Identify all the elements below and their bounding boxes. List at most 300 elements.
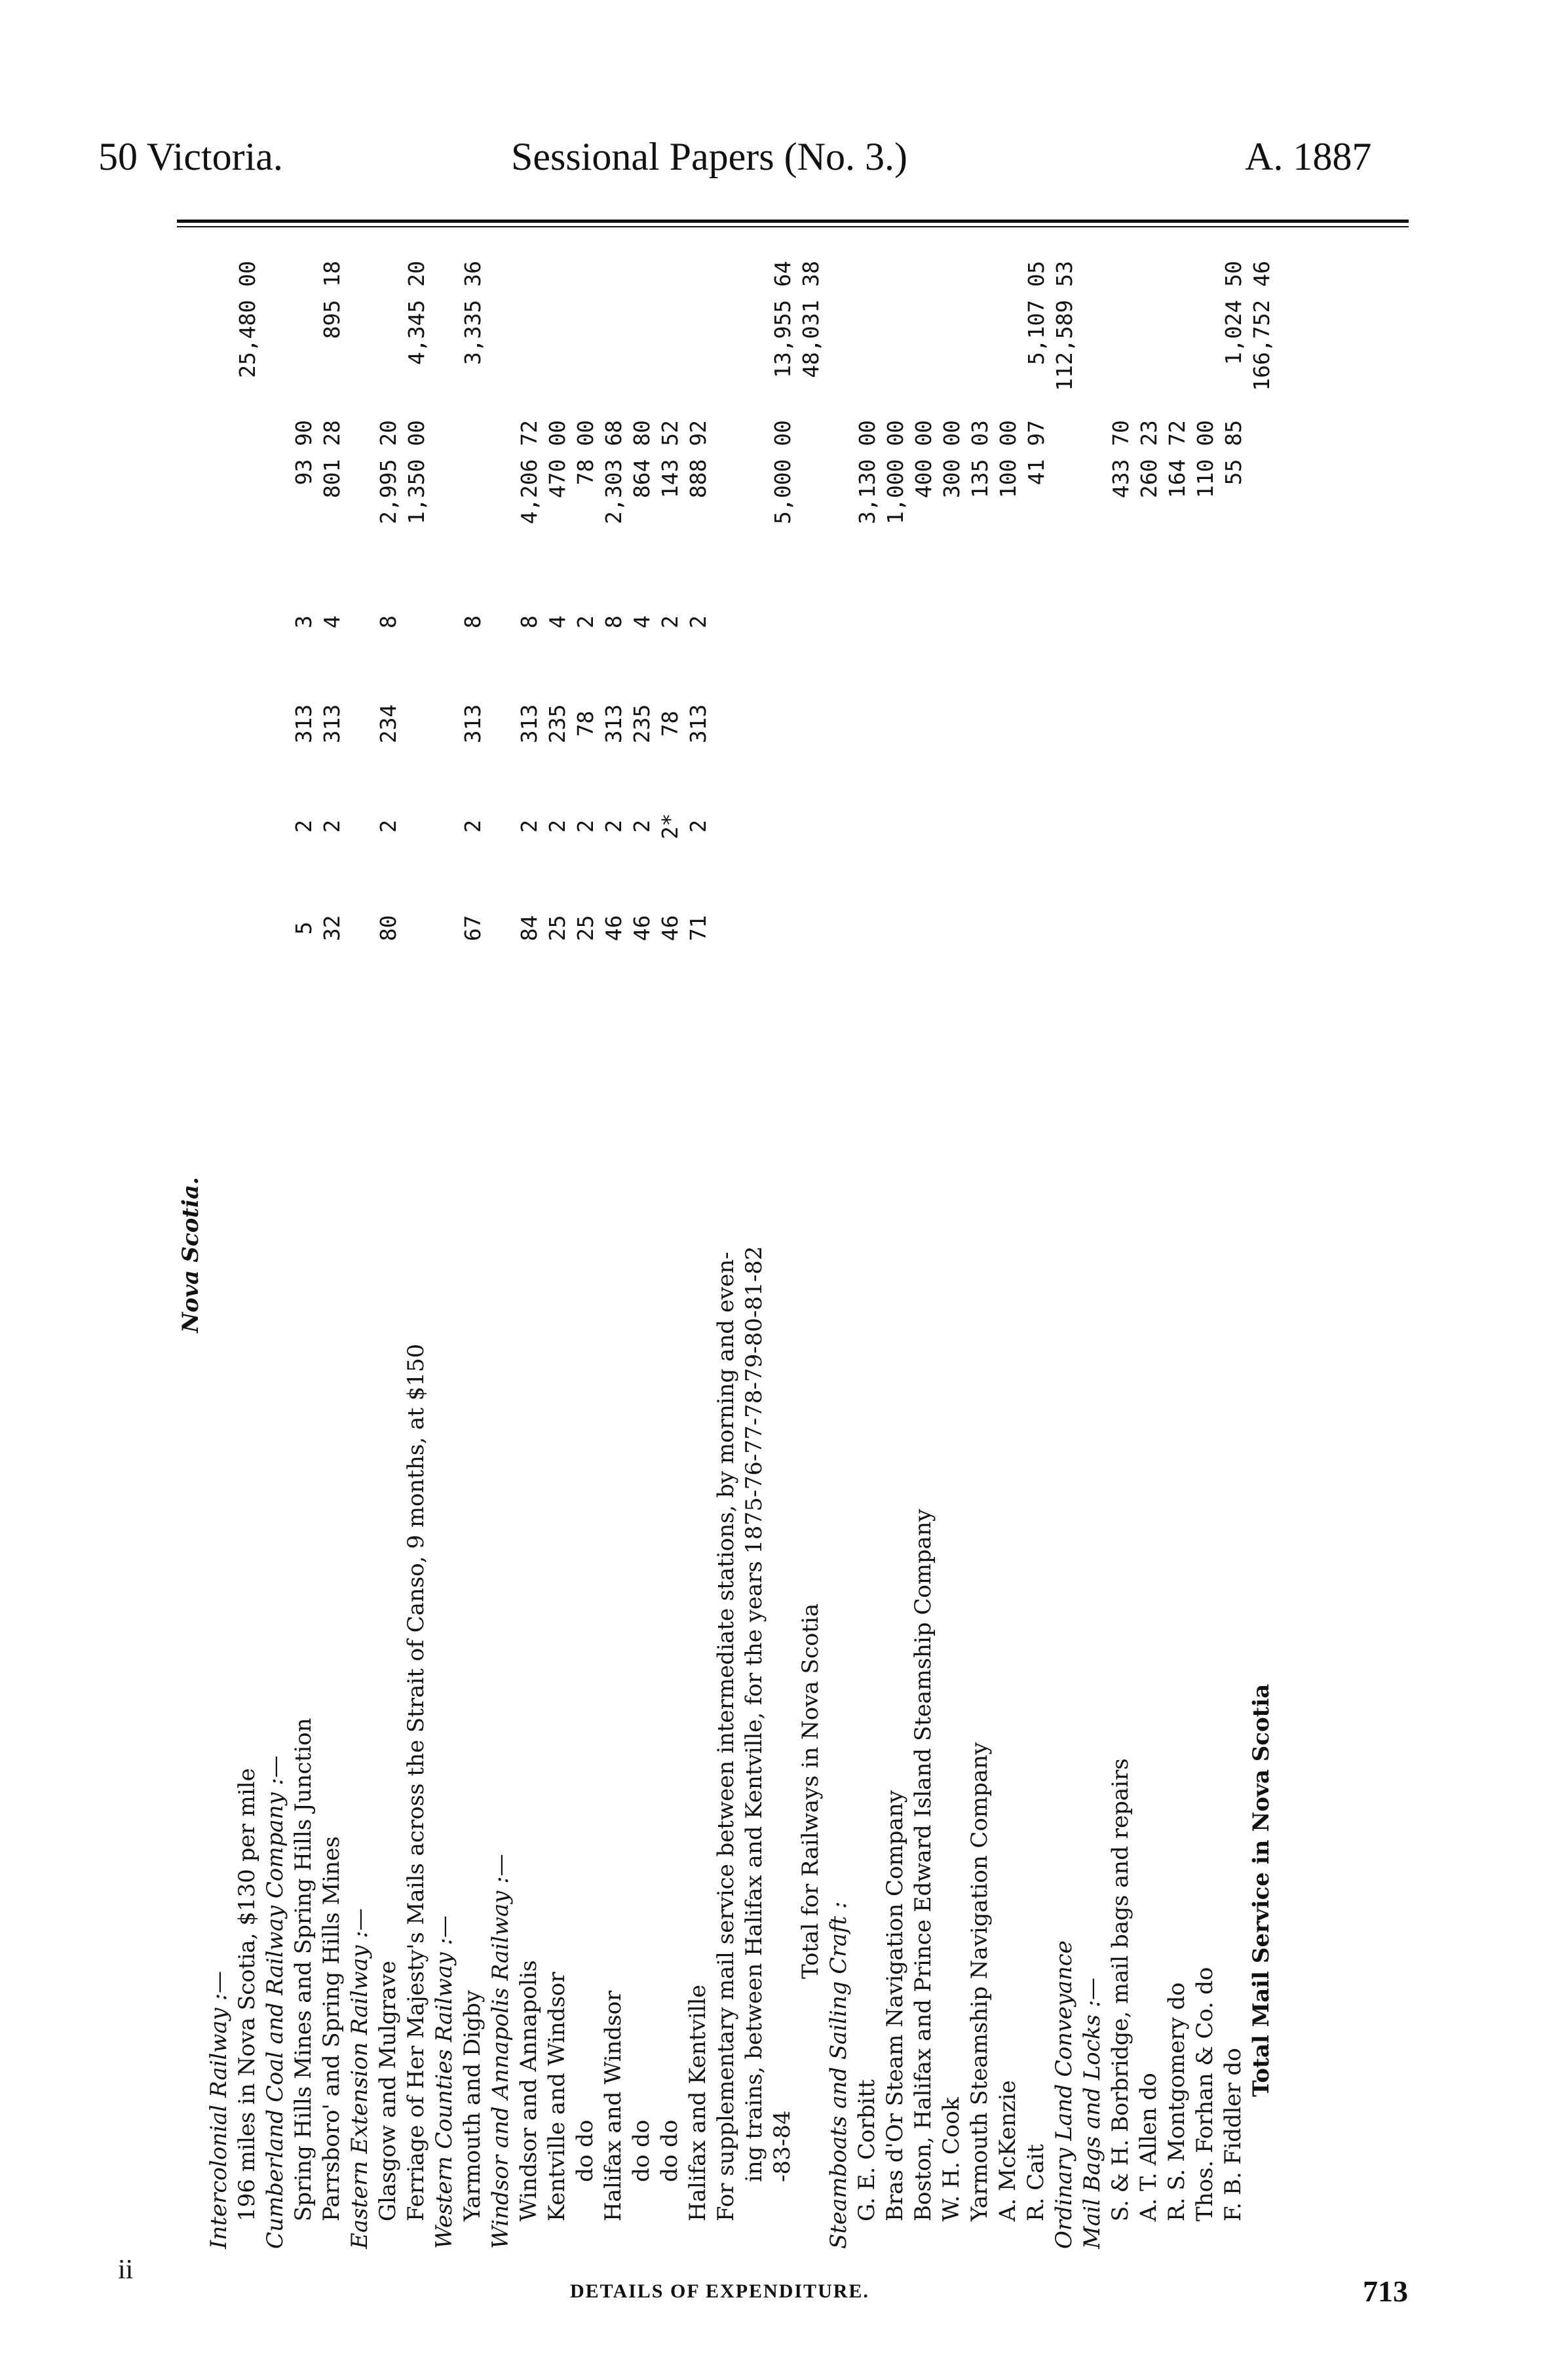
row-description: Mail Bags and Locks :—: [1079, 1977, 1105, 2249]
row-description: Windsor and Annapolis Railway :—: [487, 1854, 514, 2249]
row-days: 235: [544, 704, 570, 744]
table-row: [740, 256, 769, 2254]
row-description: do do: [628, 2119, 655, 2182]
row-days: 313: [601, 704, 626, 744]
row-amount: 78 00: [573, 420, 598, 486]
row-months: [1191, 571, 1219, 672]
row-amount: [346, 415, 374, 571]
row-months: 8: [516, 615, 542, 629]
row-amount: [1050, 415, 1078, 571]
row-trips: [430, 775, 459, 877]
row-description: do do: [657, 2119, 683, 2182]
row-miles: 46: [657, 915, 683, 942]
row-trips: [881, 775, 909, 877]
row-months: [797, 571, 825, 672]
row-months: [712, 571, 740, 672]
row-description: Spring Hills Mines and Spring Hills Junction: [290, 1718, 316, 2221]
row-days: [1022, 672, 1050, 775]
table-row: [487, 256, 515, 2254]
row-months: 4: [544, 615, 570, 629]
row-miles: [1219, 877, 1248, 979]
row-amount: 888 92: [685, 420, 711, 499]
top-rule-thin: [177, 226, 1409, 227]
row-days: [1191, 672, 1219, 775]
row-days: [1248, 672, 1276, 775]
row-miles: [1135, 877, 1163, 979]
row-total: [571, 256, 600, 415]
row-description: Thos. Forhan & Co. do: [1192, 1967, 1218, 2221]
row-months: [853, 571, 881, 672]
row-trips: [740, 775, 769, 877]
row-trips: 2: [375, 820, 401, 833]
table-row: [797, 256, 825, 2254]
row-description: Ferriage of Her Majesty's Mails across the Strait of Canso, 9 months, at $150: [403, 1343, 429, 2221]
table-row: [628, 256, 656, 2254]
row-days: [233, 672, 261, 775]
row-days: 313: [291, 704, 316, 744]
row-total: [600, 256, 628, 415]
row-miles: [797, 877, 825, 979]
table-row: [1248, 256, 1276, 2254]
row-amount: 2,303 68: [601, 420, 626, 525]
row-total: [1135, 256, 1163, 415]
row-total: [684, 256, 712, 415]
row-miles: [1248, 877, 1276, 979]
row-amount: 801 28: [319, 420, 345, 499]
row-amount: [233, 415, 261, 571]
row-description: Halifax and Windsor: [600, 1990, 626, 2221]
row-total: [740, 256, 769, 415]
row-days: 313: [516, 704, 542, 744]
row-miles: 46: [629, 915, 655, 942]
row-days: [261, 672, 290, 775]
row-miles: [346, 877, 374, 979]
row-months: [487, 571, 515, 672]
table-row: [205, 256, 233, 2254]
table-row: [825, 256, 853, 2254]
row-months: [825, 571, 853, 672]
row-trips: [966, 775, 994, 877]
table-row: [515, 256, 543, 2254]
row-amount: 300 00: [939, 420, 964, 499]
row-miles: [769, 877, 797, 979]
row-miles: [1078, 877, 1107, 979]
row-description: Yarmouth and Digby: [459, 1990, 486, 2221]
row-total: 895 18: [319, 261, 345, 339]
row-amount: 135 03: [967, 420, 993, 499]
row-trips: 2: [516, 820, 542, 833]
row-trips: [1135, 775, 1163, 877]
row-trips: [1163, 775, 1191, 877]
row-trips: [853, 775, 881, 877]
row-months: [1219, 571, 1248, 672]
row-description: Ordinary Land Conveyance: [1051, 1940, 1077, 2249]
row-trips: 2: [319, 820, 345, 833]
row-months: 2: [657, 615, 683, 629]
row-description: For supplementary mail service between intermediate stations, by morning and even-: [713, 1252, 739, 2221]
row-trips: 2: [544, 820, 570, 833]
row-miles: [825, 877, 853, 979]
row-trips: [1191, 775, 1219, 877]
header-year: A. 1887: [1245, 135, 1372, 178]
top-rule: [177, 220, 1409, 223]
row-months: [909, 571, 938, 672]
row-miles: [712, 877, 740, 979]
row-total: 25,480 00: [235, 261, 260, 378]
row-description: Total for Railways in Nova Scotia: [797, 1603, 824, 1979]
row-trips: [487, 775, 515, 877]
row-description: do do: [572, 2119, 598, 2182]
row-miles: [1163, 877, 1191, 979]
row-amount: 164 72: [1164, 420, 1190, 499]
row-amount: 1,000 00: [883, 420, 908, 525]
table-body: [177, 256, 1276, 2254]
row-total: 112,589 53: [1052, 261, 1077, 391]
row-miles: [430, 877, 459, 979]
row-months: [1163, 571, 1191, 672]
row-amount: [797, 415, 825, 571]
rotated-table-region: [177, 256, 1409, 2254]
row-days: 313: [685, 704, 711, 744]
row-months: 3: [291, 615, 316, 629]
row-days: [938, 672, 966, 775]
row-description: Halifax and Kentville: [685, 1984, 711, 2221]
row-trips: [346, 775, 374, 877]
row-total: [853, 256, 881, 415]
row-months: [1135, 571, 1163, 672]
table-row: [346, 256, 374, 2254]
row-miles: [966, 877, 994, 979]
row-miles: 80: [375, 915, 401, 942]
table-row: [853, 256, 881, 2254]
row-trips: [233, 775, 261, 877]
row-trips: 2: [291, 820, 316, 833]
row-total: 166,752 46: [1249, 261, 1274, 391]
row-miles: [1050, 877, 1078, 979]
table-row: [1107, 256, 1135, 2254]
row-months: [740, 571, 769, 672]
row-description: Total Mail Service in Nova Scotia: [1248, 1683, 1274, 2097]
row-amount: 1,350 00: [404, 420, 429, 525]
row-total: [290, 256, 318, 415]
row-amount: 41 97: [1023, 420, 1049, 486]
row-trips: [1078, 775, 1107, 877]
row-trips: [797, 775, 825, 877]
row-total: 4,345 20: [404, 261, 429, 365]
table-row: [938, 256, 966, 2254]
row-months: [205, 571, 233, 672]
row-amount: [1248, 415, 1276, 571]
row-trips: [1248, 775, 1276, 877]
row-total: [346, 256, 374, 415]
row-miles: [233, 877, 261, 979]
row-miles: [740, 877, 769, 979]
row-trips: 2: [601, 820, 626, 833]
row-description: Parrsboro' and Spring Hills Mines: [318, 1836, 345, 2221]
row-miles: 5: [291, 921, 316, 935]
table-row: [1163, 256, 1191, 2254]
row-days: 78: [573, 710, 598, 737]
row-months: 8: [375, 615, 401, 629]
row-description: R. S. Montgomery do: [1164, 1982, 1190, 2221]
table-row: [261, 256, 290, 2254]
row-days: 313: [319, 704, 345, 744]
row-miles: [402, 877, 430, 979]
row-description: Intercolonial Railway :—: [206, 1970, 232, 2249]
table-row: [994, 256, 1022, 2254]
row-amount: 2,995 20: [375, 420, 401, 525]
table-row: [571, 256, 600, 2254]
row-total: [938, 256, 966, 415]
footer-title: DETAILS OF EXPENDITURE.: [570, 2280, 869, 2302]
row-days: [881, 672, 909, 775]
row-months: [966, 571, 994, 672]
row-miles: [853, 877, 881, 979]
row-days: [966, 672, 994, 775]
table-row: [318, 256, 346, 2254]
row-description: R. Cait: [1023, 2143, 1049, 2221]
table-row: [600, 256, 628, 2254]
row-months: 2: [685, 615, 711, 629]
row-description: W. H. Cook: [938, 2097, 964, 2221]
expenditure-table: [177, 256, 1276, 2254]
row-total: 5,107 05: [1023, 261, 1049, 365]
table-row: [1078, 256, 1107, 2254]
row-description: Western Counties Railway :—: [431, 1915, 457, 2249]
row-amount: [205, 415, 233, 571]
header-session: 50 Victoria.: [98, 135, 283, 178]
row-days: [430, 672, 459, 775]
row-total: [909, 256, 938, 415]
row-days: 234: [375, 704, 401, 744]
row-total: [430, 256, 459, 415]
footer-roman-numeral: ii: [118, 2255, 134, 2285]
row-miles: [205, 877, 233, 979]
row-months: [1107, 571, 1135, 672]
row-amount: 110 00: [1192, 420, 1218, 499]
row-total: [1107, 256, 1135, 415]
row-days: [740, 672, 769, 775]
row-amount: 100 00: [995, 420, 1021, 499]
row-amount: 433 70: [1108, 420, 1133, 499]
row-days: [909, 672, 938, 775]
row-miles: 84: [516, 915, 542, 942]
table-row: [1022, 256, 1050, 2254]
row-months: 2: [573, 615, 598, 629]
row-amount: 55 85: [1221, 420, 1246, 486]
row-amount: 260 23: [1136, 420, 1162, 499]
table-row: [966, 256, 994, 2254]
row-days: 78: [657, 710, 683, 737]
row-trips: 2: [629, 820, 655, 833]
row-trips: 2: [460, 820, 486, 833]
row-total: [1078, 256, 1107, 415]
row-trips: [825, 775, 853, 877]
row-amount: 143 52: [657, 420, 683, 499]
row-months: [938, 571, 966, 672]
row-description: F. B. Fiddler do: [1220, 2048, 1246, 2221]
table-row: [290, 256, 318, 2254]
row-total: [825, 256, 853, 415]
row-amount: 400 00: [911, 420, 936, 499]
row-description: Glasgow and Mulgrave: [375, 1961, 401, 2221]
row-days: [797, 672, 825, 775]
row-days: [712, 672, 740, 775]
row-months: 4: [319, 615, 345, 629]
row-miles: [1022, 877, 1050, 979]
row-description: Cumberland Coal and Railway Company :—: [262, 1756, 288, 2249]
row-miles: [909, 877, 938, 979]
row-total: [881, 256, 909, 415]
table-row: [1219, 256, 1248, 2254]
table-row: [233, 256, 261, 2254]
row-amount: [430, 415, 459, 571]
row-description: Eastern Extension Railway :—: [347, 1908, 373, 2249]
row-months: [881, 571, 909, 672]
row-total: [205, 256, 233, 415]
row-total: [515, 256, 543, 415]
row-total: [543, 256, 571, 415]
row-months: 8: [460, 615, 486, 629]
row-days: [1107, 672, 1135, 775]
row-miles: [1107, 877, 1135, 979]
row-days: 235: [629, 704, 655, 744]
row-miles: 32: [319, 915, 345, 942]
row-total: 3,335 36: [460, 261, 486, 365]
row-amount: [261, 415, 290, 571]
row-miles: [261, 877, 290, 979]
row-months: [233, 571, 261, 672]
row-months: [261, 571, 290, 672]
row-trips: [1022, 775, 1050, 877]
row-amount: 5,000 00: [770, 420, 795, 525]
row-days: [346, 672, 374, 775]
row-days: [1163, 672, 1191, 775]
row-amount: 3,130 00: [854, 420, 880, 525]
table-row: [402, 256, 430, 2254]
row-total: [1163, 256, 1191, 415]
table-row: [430, 256, 459, 2254]
row-total: [1191, 256, 1219, 415]
row-total: 13,955 64: [770, 261, 795, 378]
row-description: Steamboats and Sailing Craft :: [826, 1901, 852, 2249]
row-days: [825, 672, 853, 775]
row-months: [1248, 571, 1276, 672]
row-amount: [459, 415, 487, 571]
row-amount: 4,206 72: [516, 420, 542, 525]
row-days: [1135, 672, 1163, 775]
header-sessional-papers: Sessional Papers (No. 3.): [511, 135, 907, 178]
row-days: [402, 672, 430, 775]
row-trips: [712, 775, 740, 877]
row-months: [994, 571, 1022, 672]
row-days: [769, 672, 797, 775]
row-total: [966, 256, 994, 415]
row-days: [1078, 672, 1107, 775]
row-trips: [1107, 775, 1135, 877]
row-amount: 93 90: [291, 420, 316, 486]
row-miles: 25: [573, 915, 598, 942]
row-trips: [938, 775, 966, 877]
table-row: [543, 256, 571, 2254]
row-amount: [487, 415, 515, 571]
section-title: Nova Scotia.: [178, 1177, 204, 1333]
row-description: ing trains, between Halifax and Kentville, for the years 1875-76-77-78-79-80-81-82: [741, 1246, 767, 2182]
row-description: S. & H. Borbridge, mail bags and repairs: [1107, 1758, 1133, 2221]
table-row: [909, 256, 938, 2254]
row-total: 1,024 50: [1221, 261, 1246, 365]
row-amount: [1078, 415, 1107, 571]
row-trips: [909, 775, 938, 877]
row-trips: [994, 775, 1022, 877]
row-days: [853, 672, 881, 775]
table-row: [769, 256, 797, 2254]
row-description: -83-84: [769, 2110, 795, 2182]
row-months: [1050, 571, 1078, 672]
row-description: Bras d'Or Steam Navigation Company: [882, 1790, 908, 2221]
row-months: 4: [629, 615, 655, 629]
table-row: [712, 256, 740, 2254]
row-total: [994, 256, 1022, 415]
row-total: [628, 256, 656, 415]
table-row: [881, 256, 909, 2254]
row-miles: [487, 877, 515, 979]
table-row: [1191, 256, 1219, 2254]
row-amount: [740, 415, 769, 571]
row-months: [430, 571, 459, 672]
row-description: Boston, Halifax and Prince Edward Island Steamship Company: [910, 1508, 936, 2221]
row-amount: [712, 415, 740, 571]
row-total: [487, 256, 515, 415]
row-trips: [769, 775, 797, 877]
row-trips: [205, 775, 233, 877]
row-months: [769, 571, 797, 672]
row-total: [712, 256, 740, 415]
row-amount: 470 00: [544, 420, 570, 499]
row-total: [374, 256, 402, 415]
row-months: [402, 571, 430, 672]
row-miles: 67: [460, 915, 486, 942]
row-days: 313: [460, 704, 486, 744]
row-days: [994, 672, 1022, 775]
row-trips: [1219, 775, 1248, 877]
row-months: 8: [601, 615, 626, 629]
table-row: [684, 256, 712, 2254]
row-trips: 2: [685, 820, 711, 833]
row-miles: [881, 877, 909, 979]
row-months: [1022, 571, 1050, 672]
row-miles: 25: [544, 915, 570, 942]
row-total: [261, 256, 290, 415]
row-days: [205, 672, 233, 775]
page-number: 713: [1363, 2274, 1408, 2308]
row-description: A. T. Allen do: [1135, 2073, 1162, 2221]
row-total: [656, 256, 684, 415]
row-trips: 2*: [657, 813, 683, 839]
row-miles: [994, 877, 1022, 979]
row-total: 48,031 38: [798, 261, 824, 378]
table-row: [459, 256, 487, 2254]
row-trips: [402, 775, 430, 877]
row-description: 196 miles in Nova Scotia, $130 per mile: [234, 1768, 260, 2221]
row-amount: 864 80: [629, 420, 655, 499]
row-days: [1219, 672, 1248, 775]
row-trips: [1050, 775, 1078, 877]
row-miles: 46: [601, 915, 626, 942]
row-amount: [825, 415, 853, 571]
row-description: G. E. Corbitt: [854, 2079, 880, 2221]
row-description: Yarmouth Steamship Navigation Company: [966, 1742, 993, 2221]
